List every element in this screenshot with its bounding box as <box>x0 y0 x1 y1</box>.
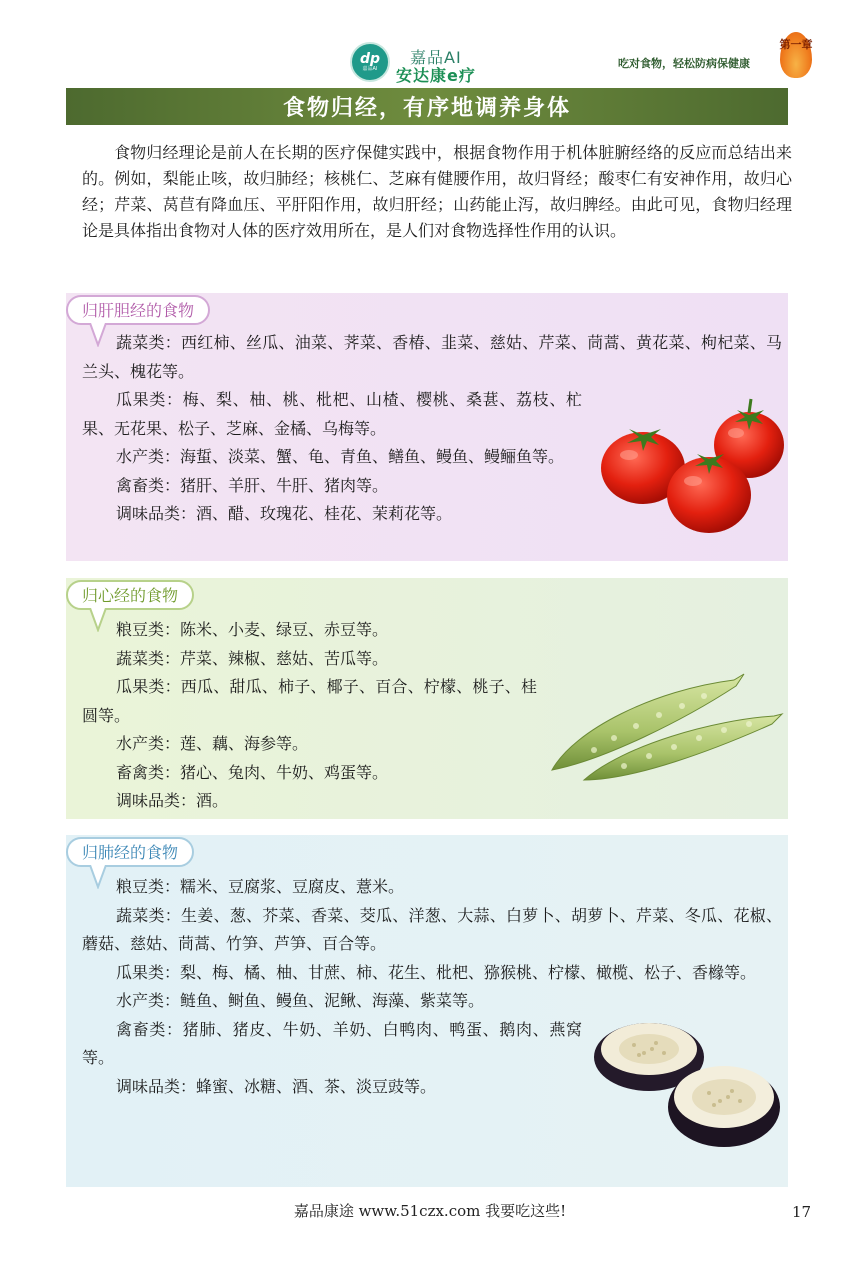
brand-name-top: 嘉品AI <box>410 48 462 67</box>
section-liver-gallbladder <box>66 293 788 561</box>
list-item: 蔬菜类：芹菜、辣椒、慈姑、苦瓜等。 <box>116 648 389 668</box>
list-item: 畜禽类：猪心、兔肉、牛奶、鸡蛋等。 <box>116 762 389 782</box>
list-item: 粮豆类：陈米、小麦、绿豆、赤豆等。 <box>116 620 389 639</box>
list-item: 蔬菜类：生姜、葱、芥菜、香菜、茭瓜、洋葱、大蒜、白萝卜、胡萝卜、芹菜、冬瓜、花椒、蘑菇、慈姑、茼蒿、竹笋、芦笋、百合等。 <box>82 905 782 953</box>
header-slogan: 吃对食物，轻松防病保健康 <box>618 57 750 70</box>
list-item: 瓜果类：西瓜、甜瓜、柿子、椰子、百合、柠檬、桃子、桂圆等。 <box>82 677 537 725</box>
list-item: 水产类：鲢鱼、鲥鱼、鳗鱼、泥鳅、海藻、紫菜等。 <box>116 991 485 1010</box>
list-item: 调味品类：酒。 <box>116 791 229 810</box>
logo-emblem <box>350 42 390 82</box>
chapter-badge <box>778 30 814 80</box>
list-item: 粮豆类：糯米、豆腐浆、豆腐皮、薏米。 <box>116 877 405 896</box>
footer-text: 嘉品康途 www.51czx.com 我要吃这些! <box>293 1202 567 1220</box>
list-item: 禽畜类：猪肝、羊肝、牛肝、猪肉等。 <box>116 475 389 495</box>
list-item: 蔬菜类：西红柿、丝瓜、油菜、荠菜、香椿、韭菜、慈姑、芹菜、茼蒿、黄花菜、枸杞菜、马兰头、槐花等。 <box>82 333 782 381</box>
chapter-label: 第一章 <box>779 38 813 51</box>
section-heart <box>66 578 788 819</box>
logo-mark: dp <box>359 51 381 67</box>
list-item: 瓜果类：梨、梅、橘、柚、甘蔗、柿、花生、枇杷、猕猴桃、柠檬、橄榄、松子、香橼等。 <box>116 962 757 982</box>
list-item: 水产类：海蜇、淡菜、蟹、龟、青鱼、鳝鱼、鳗鱼、鳗鲡鱼等。 <box>116 447 565 466</box>
intro-paragraph: 食物归经理论是前人在长期的医疗保健实践中，根据食物作用于机体脏腑经络的反应而总结出来的。例如，梨能止咳，故归肺经；核桃仁、芝麻有健腰作用，故归肾经；酸枣仁有安神作用，故归心经；芹菜、莴苣有降血压、平肝阳作用，故归肝经；山药能止泻，故归脾经。由此可见，食物归经理论是具体指出食物对人体的医疗效用所在，是人们对食物选择性作用的认识。 <box>82 143 792 240</box>
list-item: 瓜果类：梅、梨、柚、桃、枇杷、山楂、樱桃、桑葚、荔枝、杧果、无花果、松子、芝麻、金橘、乌梅等。 <box>82 390 582 438</box>
section-label: 归心经的食物 <box>66 580 194 610</box>
brand-logo <box>350 42 500 84</box>
brand-name-bottom: 安达康e疗 <box>396 66 476 85</box>
section-lung <box>66 835 788 1187</box>
section-label: 归肝胆经的食物 <box>66 295 210 325</box>
food-list <box>82 616 537 816</box>
page-number: 17 <box>792 1203 812 1221</box>
tomato-image <box>596 393 786 543</box>
list-item: 水产类：莲、藕、海参等。 <box>116 734 309 753</box>
list-item: 禽畜类：猪肺、猪皮、牛奶、羊奶、白鸭肉、鸭蛋、鹅肉、燕窝等。 <box>82 1019 582 1067</box>
page-title: 食物归经，有序地调养身体 <box>282 96 571 121</box>
eggplant-image <box>594 1015 784 1150</box>
list-item: 调味品类：蜂蜜、冰糖、酒、茶、淡豆豉等。 <box>116 1076 437 1096</box>
bitter-melon-image <box>544 670 784 785</box>
list-item: 调味品类：酒、醋、玫瑰花、桂花、茉莉花等。 <box>116 504 453 523</box>
section-label: 归肺经的食物 <box>66 837 194 867</box>
title-banner <box>66 88 788 125</box>
logo-small-text: 嘉品AI <box>362 66 378 72</box>
